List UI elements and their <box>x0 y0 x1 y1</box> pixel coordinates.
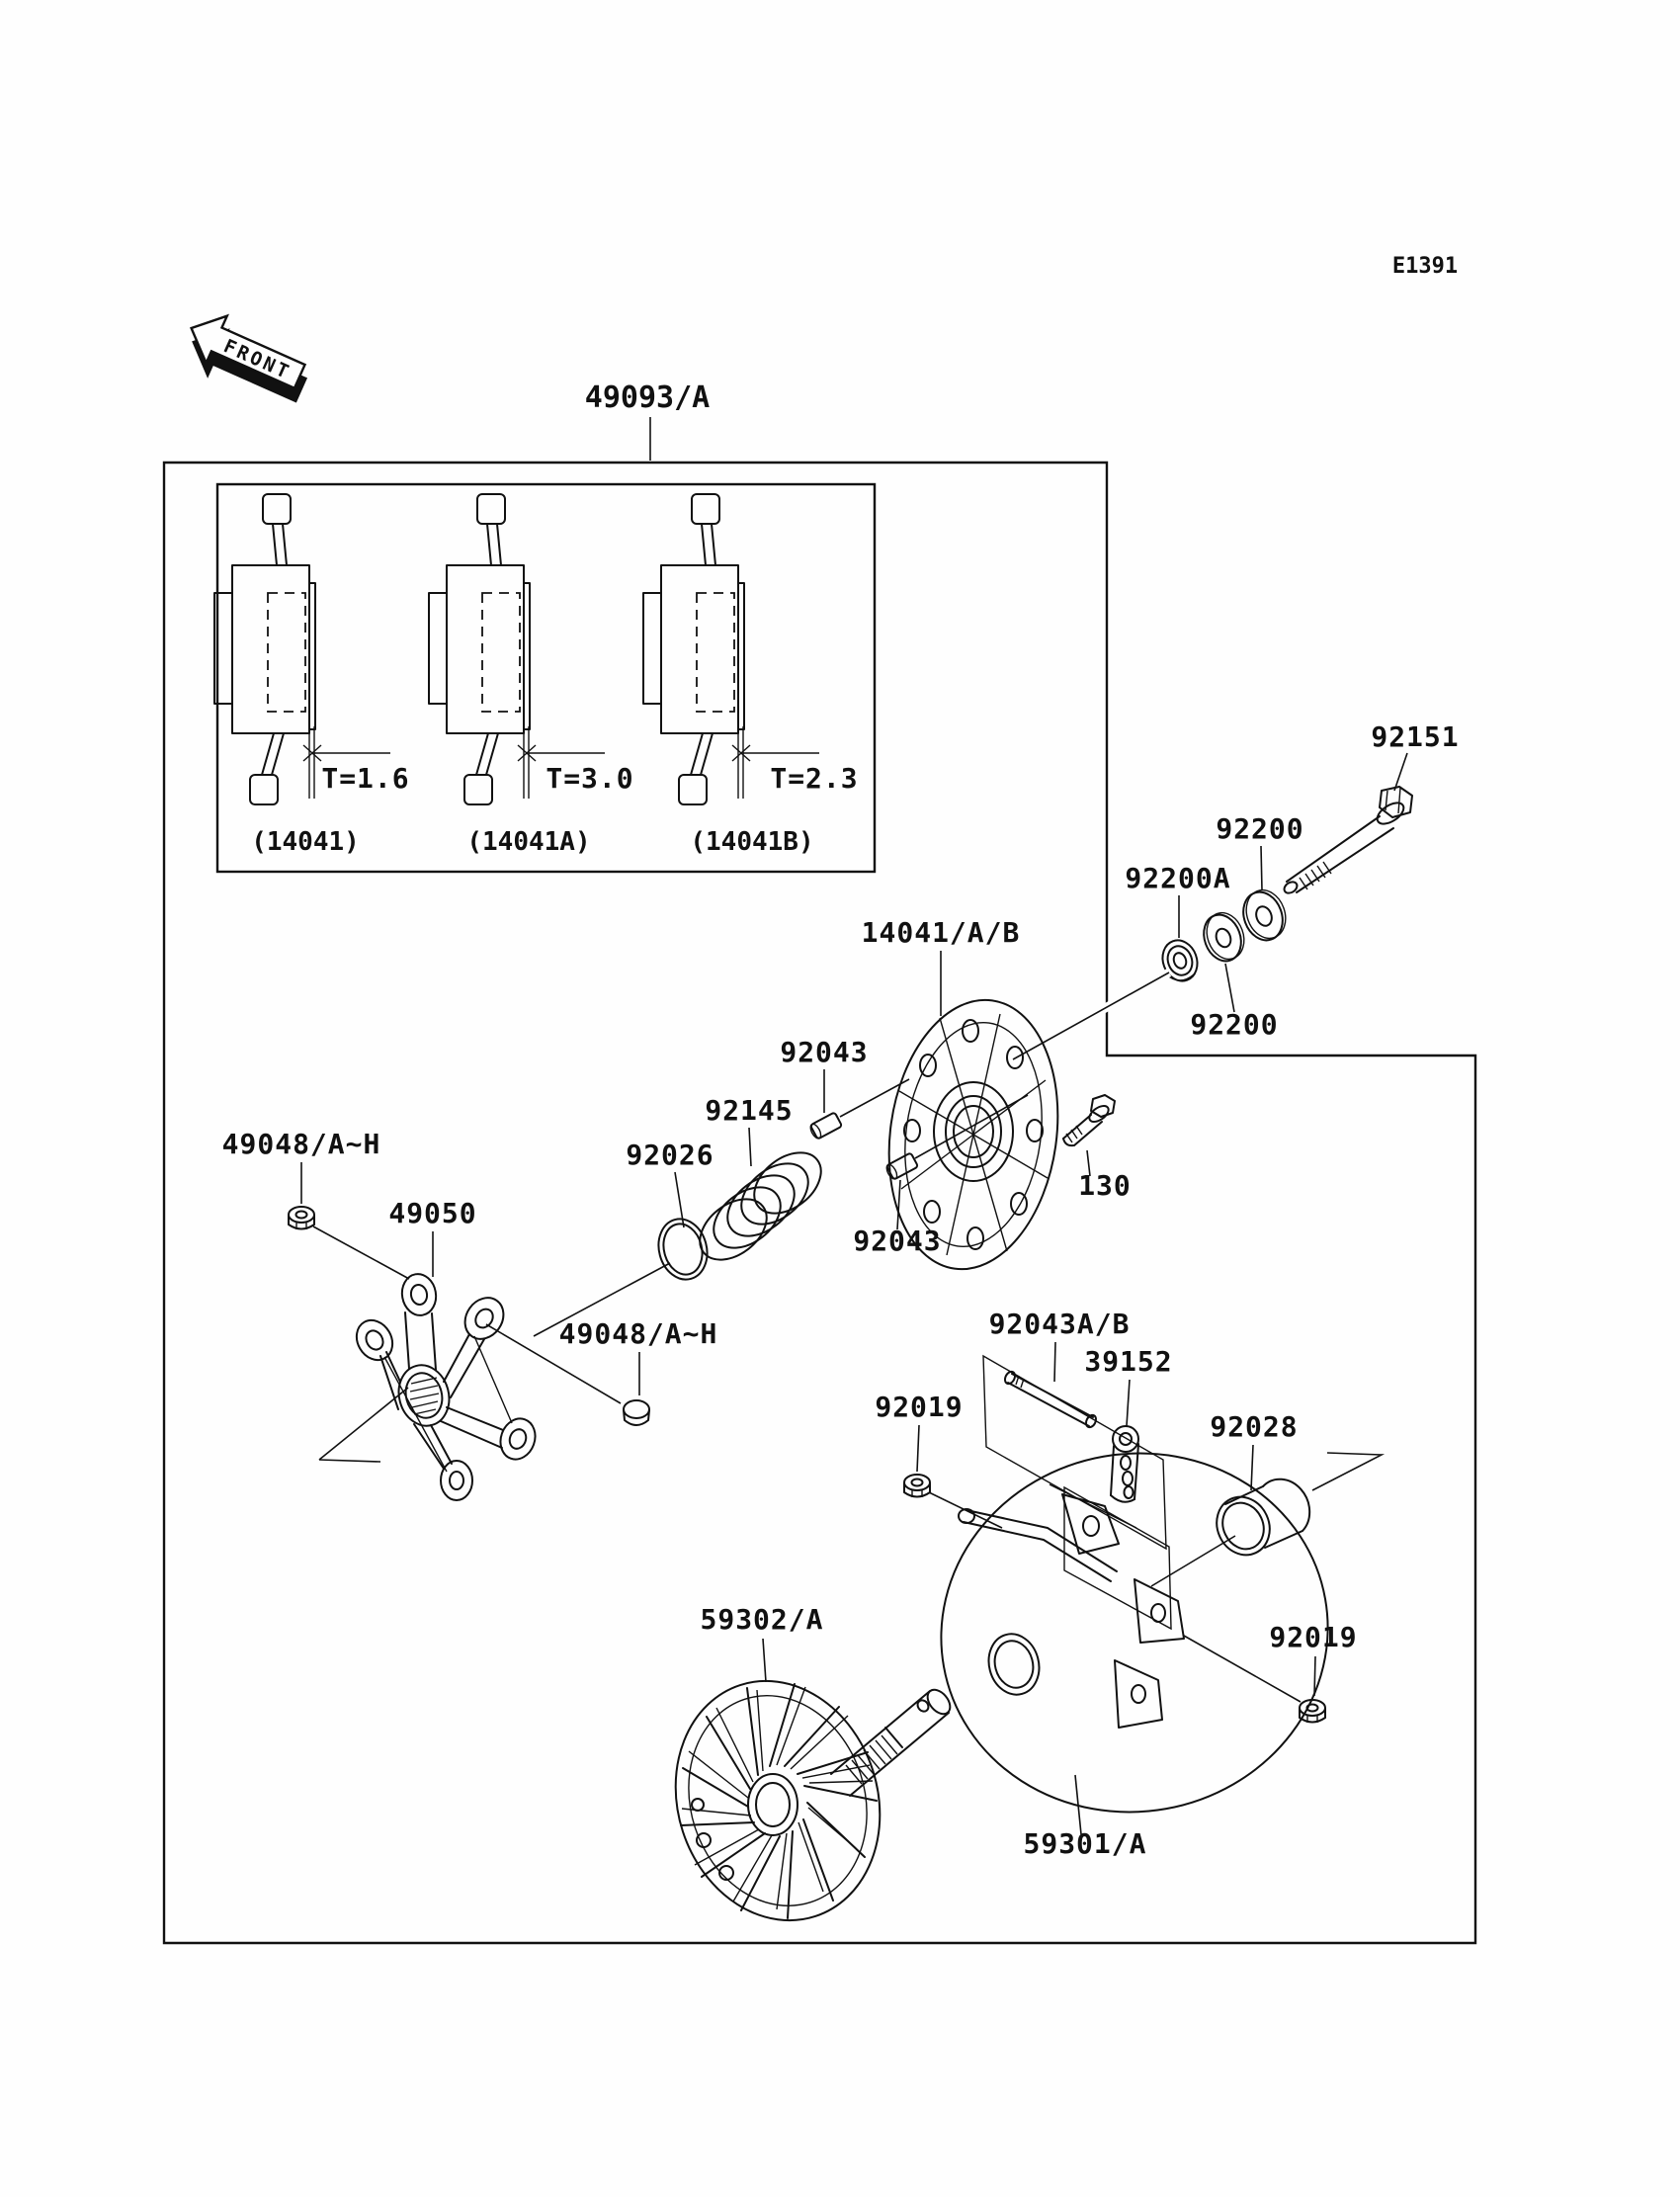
part-label-92028: 92028 <box>1210 1410 1299 1443</box>
part-label-92043-top: 92043 <box>780 1036 869 1068</box>
leader-92019-left <box>917 1425 919 1472</box>
part-label-92200a: 92200A <box>1125 862 1231 894</box>
cap-49048-drawing <box>624 1400 649 1425</box>
washer-92200-upper-drawing <box>1237 885 1293 946</box>
leader-92200a-to-spider <box>1013 972 1169 1059</box>
part-label-49048-right: 49048/A~H <box>558 1317 718 1350</box>
bolt-130-drawing <box>1063 1095 1115 1145</box>
leader-92145 <box>749 1128 751 1166</box>
leader-59302 <box>763 1639 766 1682</box>
part-label-49050: 49050 <box>388 1197 477 1229</box>
leader-92019-right <box>1314 1656 1315 1696</box>
belt-thickness-label: T=3.0 <box>546 762 634 795</box>
belt-thickness-label: T=1.6 <box>321 762 410 795</box>
part-label-92019-left: 92019 <box>875 1391 964 1423</box>
part-label-92026: 92026 <box>626 1139 714 1171</box>
leader-92043-bottom <box>897 1180 900 1229</box>
part-label-92145: 92145 <box>705 1094 794 1127</box>
belt-profile-14041b <box>643 494 859 857</box>
belt-thickness-label: T=2.3 <box>770 762 859 795</box>
part-label-59301: 59301/A <box>1023 1827 1147 1860</box>
part-label-92200-bottom: 92200 <box>1190 1008 1279 1041</box>
part-label-39152: 39152 <box>1084 1345 1173 1378</box>
pin-92043ab-drawing <box>1003 1370 1098 1429</box>
bolt-92151-drawing <box>0 0 1412 895</box>
sheave-59302-drawing <box>645 1654 955 1947</box>
pointer-92028-panel <box>1312 1453 1382 1490</box>
front-arrow <box>176 304 316 413</box>
belt-profile-14041 <box>214 494 410 857</box>
leader-49048-left-to-spider <box>313 1226 409 1279</box>
part-label-92043-bottom: 92043 <box>853 1225 942 1257</box>
assembly-outline-box <box>164 463 1475 1943</box>
leader-92200-top <box>1261 846 1262 890</box>
leader-92028 <box>1251 1445 1253 1490</box>
part-label-14041: 14041/A/B <box>861 916 1021 949</box>
page-code: E1391 <box>1391 254 1459 279</box>
leader-49050-arm <box>319 1460 380 1462</box>
leader-92200-bottom <box>1225 964 1234 1012</box>
leader-92043-top-to-spider <box>840 1079 909 1117</box>
belt-id-label: (14041A) <box>466 827 591 857</box>
belt-profile-14041a <box>429 494 634 857</box>
belt-id-label: (14041) <box>251 827 360 857</box>
part-label-130: 130 <box>1078 1169 1132 1202</box>
part-label-59302: 59302/A <box>700 1603 824 1636</box>
part-label-49048-left: 49048/A~H <box>221 1128 381 1160</box>
leader-92043ab <box>1054 1342 1055 1382</box>
belt-id-label: (14041B) <box>690 827 814 857</box>
part-label-92151: 92151 <box>1371 720 1460 753</box>
washer-92200-lower-drawing <box>1198 907 1250 966</box>
leader-49050-bore <box>319 1388 408 1460</box>
pin-92043-top-drawing <box>808 1112 842 1140</box>
guide-panel-lower <box>1064 1487 1171 1629</box>
leader-92151 <box>1394 753 1407 791</box>
front-arrow-label: FRONT <box>219 335 294 384</box>
leader-39152 <box>1127 1380 1130 1426</box>
part-label-49093: 49093/A <box>584 380 711 415</box>
part-label-92200-top: 92200 <box>1216 812 1304 845</box>
nut-92019-left-drawing <box>904 1475 930 1497</box>
part-label-92019-right: 92019 <box>1269 1621 1358 1653</box>
part-label-92043ab: 92043A/B <box>988 1308 1131 1340</box>
nut-92019-right-drawing <box>1300 1700 1325 1723</box>
nut-49048-drawing <box>289 1207 314 1229</box>
spider-49050-drawing <box>350 1271 541 1500</box>
